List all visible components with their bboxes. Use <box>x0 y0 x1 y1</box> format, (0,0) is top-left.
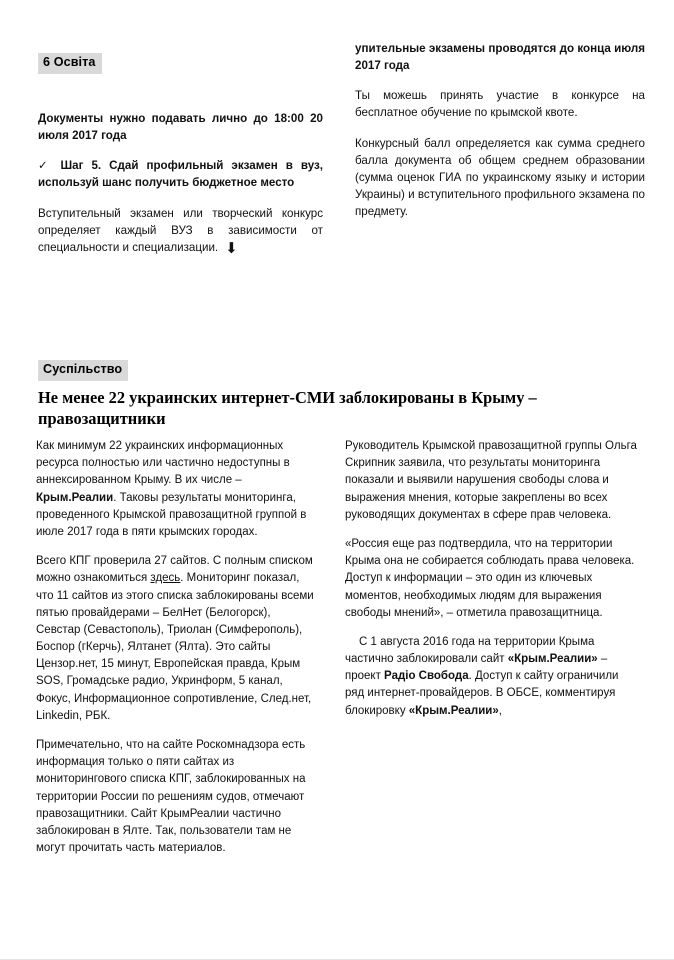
society-headline: Не менее 22 украинских интернет-СМИ заблокированы в Крыму – правозащитники <box>38 388 537 428</box>
society-headline-wrapper <box>38 380 638 429</box>
society-right-paragraph-3 <box>345 634 640 720</box>
society-right-p3-bold-1: «Крым.Реалии» <box>507 653 598 666</box>
society-left-paragraph-3: Примечательно, что на сайте Роскомнадзора есть информация только о пяти сайтах из мониторингового списка КПГ, заблокированных на территории России по решениям судов, отмечают правозащитники. Сайт КрымРеалии частично заблокирован в Ялте. Так, пользователи там не могут прочитать часть материалов. <box>36 739 306 855</box>
society-right-p3-part-b: – проект <box>345 653 608 683</box>
education-body-paragraph-text: Вступительный экзамен или творческий конкурс определяет каждый ВУЗ в зависимости от специальности и специализации. <box>38 206 323 254</box>
arrow-down-icon: ⬇ <box>225 238 238 257</box>
society-right-p3-part-c: . Доступ к сайту ограничили ряд интернет-провайдеров. В ОБСЕ, комментируя блокировку <box>345 670 619 717</box>
education-right-column <box>355 40 645 233</box>
rubric-label-education: 6 Освіта <box>38 53 102 74</box>
education-body-paragraph <box>38 205 323 256</box>
society-right-column <box>345 438 640 732</box>
education-step-heading <box>38 157 323 191</box>
rubric-label-society: Суспільство <box>38 360 128 381</box>
education-left-column <box>38 110 323 269</box>
society-left-p1-part-a: Как минимум 22 украинских информационных ресурса полностью или частично недоступны в аннексированном Крыму. В их числе – <box>36 440 290 487</box>
society-right-p3-part-d: , <box>498 704 502 717</box>
society-left-paragraph-1 <box>36 438 314 541</box>
education-step-heading-text: Шаг 5. Сдай профильный экзамен в вуз, используй шанс получить бюджетное место <box>38 159 323 190</box>
society-right-p3-bold-2: Радіо Свобода <box>384 670 469 683</box>
education-deadline-heading: Документы нужно подавать лично до 18:00 20 июля 2017 года <box>38 112 323 143</box>
society-left-column <box>36 438 314 869</box>
society-right-p3-bold-3: «Крым.Реалии» <box>408 704 499 717</box>
education-right-paragraph-2: Конкурсный балл определяется как сумма среднего балла документа об общем среднем образовании (сумма оценок ГИА по украинскому языку и истории Украины) и вступительного профильного экзамена по предмету. <box>355 136 645 219</box>
society-right-p3-part-a: С 1 августа 2016 года на территории Крыма частично заблокировали сайт <box>345 635 595 666</box>
society-left-p2-part-b: . Мониторинг показал, что 11 сайтов из этого списка заблокированы всеми пятью провайдерами – БелНет (Белогорск), Севстар (Севастополь), Триолан (Симферополь), Боспор (гКерчь), Ялтанет (Ялта). Это сайты Цензор.нет, 15 минут, Европейская правда, Крым SOS, Громадське радио, Укринформ, 5 канал, Фокус, Информационное сопротивление, След.нет, Linkedin, РБК. <box>36 572 314 722</box>
source-list-link[interactable]: здесь <box>150 572 181 585</box>
society-right-paragraph-1: Руководитель Крымской правозащитной группы Ольга Скрипник заявила, что результаты мониторинга показали и выявили нарушения свободы слова и выражения мнения, которые закреплены во всех руководящих документах в сфере прав человека. <box>345 440 637 521</box>
society-left-p1-part-b: . Таковы результаты мониторинга, проведенного Крымской правозащитной группой в июле 2017 года в пяти крымских городах. <box>36 491 307 538</box>
education-continued-heading: упительные экзамены проводятся до конца июля 2017 года <box>355 42 645 73</box>
society-left-p2-part-a: Всего КПГ проверила 27 сайтов. С полным списком можно ознакомиться <box>36 555 313 585</box>
society-left-p1-bold: Крым.Реалии <box>36 491 114 504</box>
society-right-paragraph-2: «Россия еще раз подтвердила, что на территории Крыма она не собирается соблюдать права человека. Доступ к информации – это один из ключевых моментов, необходимых людям для выражения свободы мнений», – отметила правозащитница. <box>345 537 635 619</box>
checkmark-icon: ✓ <box>38 158 53 173</box>
society-left-paragraph-2 <box>36 553 314 725</box>
education-right-paragraph-1: Ты можешь принять участие в конкурсе на бесплатное обучение по крымской квоте. <box>355 89 645 120</box>
